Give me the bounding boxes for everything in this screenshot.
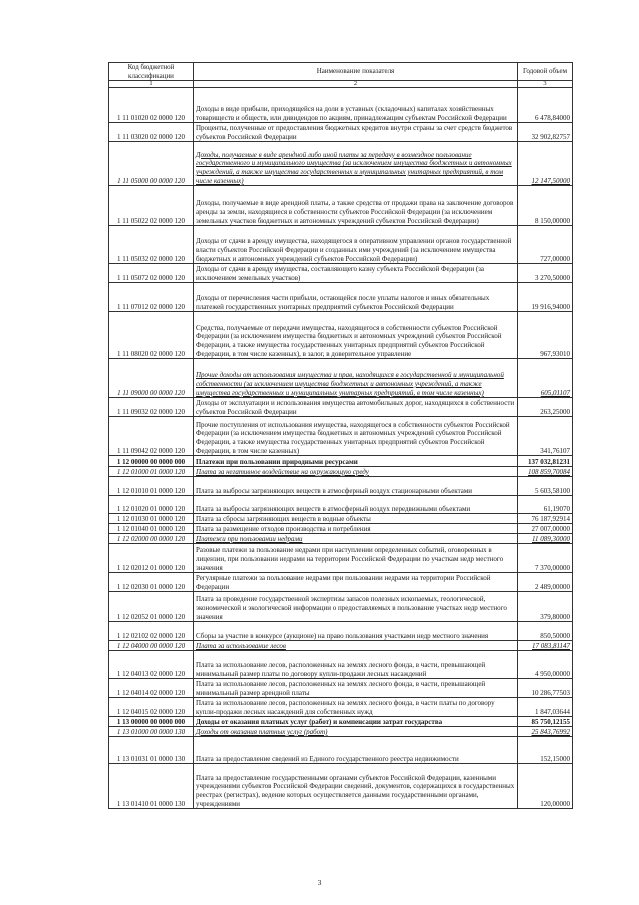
row-name: Плата за негативное воздействие на окружающую среду bbox=[194, 467, 518, 477]
table-row bbox=[109, 592, 573, 622]
row-code: 1 12 04000 00 0000 120 bbox=[109, 641, 194, 651]
row-name: Плата за использование лесов, расположенных на землях лесного фонда, в части, превышающей минимальный размер платы по договору купли-продажи лесных насаждений bbox=[194, 651, 518, 679]
row-value: 32 902,82757 bbox=[518, 123, 573, 142]
row-code: 1 11 05072 02 0000 120 bbox=[109, 264, 194, 283]
row-code: 1 12 01000 01 0000 120 bbox=[109, 467, 194, 477]
row-code: 1 12 01040 01 0000 120 bbox=[109, 524, 194, 534]
row-value: 1 847,03644 bbox=[518, 698, 573, 717]
table-row bbox=[109, 88, 573, 123]
row-value: 10 286,77503 bbox=[518, 679, 573, 698]
row-value: 12 147,50000 bbox=[518, 142, 573, 186]
table-row bbox=[109, 727, 573, 737]
column-number-1: 1 bbox=[109, 81, 194, 88]
row-name: Прочие поступления от использования имущества, находящегося в собственности субъектов Российской Федерации (за исключением имущества бюджетных и автономных учреждений субъектов Российской Федерации, а также имущества государственных унитарных предприятий субъектов Российской Федерации, в том числе казенных) bbox=[194, 417, 518, 456]
table-row bbox=[109, 679, 573, 698]
row-code: 1 12 04014 02 0000 120 bbox=[109, 679, 194, 698]
row-value: 19 916,94000 bbox=[518, 283, 573, 312]
row-value: 3 270,50000 bbox=[518, 264, 573, 283]
row-name: Регулярные платежи за пользование недрами при пользовании недрами на территории Российской Федерации bbox=[194, 573, 518, 592]
table-row bbox=[109, 264, 573, 283]
row-value: 120,00000 bbox=[518, 764, 573, 809]
row-value: 8 150,00000 bbox=[518, 186, 573, 226]
row-code: 1 12 02012 01 0000 120 bbox=[109, 544, 194, 573]
row-value: 850,50000 bbox=[518, 622, 573, 641]
table-row bbox=[109, 186, 573, 226]
row-value: 61,19070 bbox=[518, 496, 573, 514]
row-name: Доходы от сдачи в аренду имущества, составляющего казну субъекта Российской Федерации (за исключением земельных участков) bbox=[194, 264, 518, 283]
row-code: 1 13 01031 01 0000 130 bbox=[109, 737, 194, 764]
row-value: 5 603,58100 bbox=[518, 477, 573, 496]
row-value: 341,76107 bbox=[518, 417, 573, 456]
row-name: Плата за предоставление сведений из Единого государственного реестра недвижимости bbox=[194, 737, 518, 764]
row-name: Сборы за участие в конкурсе (аукционе) на право пользования участками недр местного значения bbox=[194, 622, 518, 641]
table-row bbox=[109, 524, 573, 534]
row-code: 1 11 01020 02 0000 120 bbox=[109, 88, 194, 123]
table-row bbox=[109, 312, 573, 359]
row-code: 1 12 01020 01 0000 120 bbox=[109, 496, 194, 514]
row-code: 1 12 01030 01 0000 120 bbox=[109, 514, 194, 524]
row-name: Плата за предоставление государственными органами субъектов Российской Федерации, казенными учреждениями субъектов Российской Федерации сведений, документов, содержащихся в государственных реестрах (регистрах), ведение которых осуществляется данными государственными органами, учреждениями bbox=[194, 764, 518, 809]
revenue-table bbox=[108, 62, 573, 809]
row-name: Средства, получаемые от передачи имущества, находящегося в собственности субъектов Российской Федерации (за исключением имущества бюджетных и автономных учреждений субъектов Российской Федерации, а также имущества государственных унитарных предприятий субъектов Российской Федерации, в том числе казенных), в залог, в доверительное управление bbox=[194, 312, 518, 359]
row-name: Прочие доходы от использования имущества и прав, находящихся в государственной и муниципальной собственности (за исключением имущества бюджетных и автономных учреждений, а также имущества государственных и муниципальных унитарных предприятий, в том числе казенных) bbox=[194, 359, 518, 398]
row-name: Доходы в виде прибыли, приходящейся на доли в уставных (складочных) капиталах хозяйственных товариществ и обществ, или дивидендов по акциям, принадлежащим субъектам Российской Федерации bbox=[194, 88, 518, 123]
row-value: 2 489,00000 bbox=[518, 573, 573, 592]
table-row bbox=[109, 467, 573, 477]
row-code: 1 11 03020 02 0000 120 bbox=[109, 123, 194, 142]
row-code: 1 12 02102 02 0000 120 bbox=[109, 622, 194, 641]
row-code: 1 12 02030 01 0000 120 bbox=[109, 573, 194, 592]
row-name: Проценты, полученные от предоставления бюджетных кредитов внутри страны за счет средств бюджетов субъектов Российской Федерации bbox=[194, 123, 518, 142]
row-name: Платежи при пользовании природными ресурсами bbox=[194, 456, 518, 467]
row-name: Разовые платежи за пользование недрами при наступлении определенных событий, оговоренных в лицензии, при пользовании недрами на территории Российской Федерации по участкам недр местного значения bbox=[194, 544, 518, 573]
table-row bbox=[109, 698, 573, 717]
row-name: Доходы от оказания платных услуг (работ) bbox=[194, 727, 518, 737]
table-row bbox=[109, 737, 573, 764]
header-value: Годовой объем bbox=[518, 63, 573, 81]
table-row bbox=[109, 123, 573, 142]
table-row bbox=[109, 283, 573, 312]
row-name: Доходы от сдачи в аренду имущества, находящегося в оперативном управлении органов государственной власти субъектов Российской Федерации и созданных ими учреждений (за исключением имущества бюджетных и автономных учреждений субъектов Российской Федерации) bbox=[194, 226, 518, 264]
row-name: Доходы от оказания платных услуг (работ) и компенсации затрат государства bbox=[194, 717, 518, 727]
row-code: 1 11 09042 02 0000 120 bbox=[109, 417, 194, 456]
table-row bbox=[109, 496, 573, 514]
row-code: 1 13 01000 00 0000 130 bbox=[109, 727, 194, 737]
row-code: 1 12 04013 02 0000 120 bbox=[109, 651, 194, 679]
row-name: Плата за выбросы загрязняющих веществ в атмосферный воздух стационарными объектами bbox=[194, 477, 518, 496]
row-value: 4 950,00000 bbox=[518, 651, 573, 679]
row-value: 76 187,92914 bbox=[518, 514, 573, 524]
row-value: 7 370,00000 bbox=[518, 544, 573, 573]
table-row bbox=[109, 717, 573, 727]
row-code: 1 13 00000 00 0000 000 bbox=[109, 717, 194, 727]
row-value: 263,25000 bbox=[518, 398, 573, 417]
row-name: Доходы от перечисления части прибыли, остающейся после уплаты налогов и иных обязательных платежей государственных унитарных предприятий субъектов Российской Федерации bbox=[194, 283, 518, 312]
table-row bbox=[109, 622, 573, 641]
row-name: Плата за использование лесов, расположенных на землях лесного фонда, в части, превышающей минимальный размер арендной платы bbox=[194, 679, 518, 698]
row-code: 1 12 01010 01 0000 120 bbox=[109, 477, 194, 496]
table-row bbox=[109, 226, 573, 264]
row-code: 1 13 01410 01 0000 130 bbox=[109, 764, 194, 809]
row-name: Плата за размещение отходов производства и потребления bbox=[194, 524, 518, 534]
row-value: 137 032,81231 bbox=[518, 456, 573, 467]
row-value: 108 859,70084 bbox=[518, 467, 573, 477]
table-row bbox=[109, 514, 573, 524]
table-row bbox=[109, 359, 573, 398]
row-value: 967,93010 bbox=[518, 312, 573, 359]
header-code: Код бюджетной классификации bbox=[109, 63, 194, 81]
table-row bbox=[109, 142, 573, 186]
row-code: 1 12 02000 00 0000 120 bbox=[109, 534, 194, 544]
row-name: Доходы, получаемые в виде арендной платы, а также средства от продажи права на заключение договоров аренды за земли, находящиеся в собственности субъектов Российской Федерации (за исключением земельных участков бюджетных и автономных учреждений субъектов Российской Федерации) bbox=[194, 186, 518, 226]
row-code: 1 12 02052 01 0000 120 bbox=[109, 592, 194, 622]
row-name: Плата за использование лесов bbox=[194, 641, 518, 651]
row-value: 6 478,84000 bbox=[518, 88, 573, 123]
table-row bbox=[109, 534, 573, 544]
table-row bbox=[109, 764, 573, 809]
table-row bbox=[109, 573, 573, 592]
table-row bbox=[109, 651, 573, 679]
row-name: Плата за выбросы загрязняющих веществ в атмосферный воздух передвижными объектами bbox=[194, 496, 518, 514]
row-code: 1 11 09000 00 0000 120 bbox=[109, 359, 194, 398]
row-name: Плата за проведение государственной экспертизы запасов полезных ископаемых, геологической, экономической и экологической информации о предоставляемых в пользование участках недр местного значения bbox=[194, 592, 518, 622]
row-value: 17 083,81147 bbox=[518, 641, 573, 651]
row-code: 1 11 07012 02 0000 120 bbox=[109, 283, 194, 312]
table-row bbox=[109, 417, 573, 456]
row-value: 25 843,76992 bbox=[518, 727, 573, 737]
table-row bbox=[109, 456, 573, 467]
row-value: 152,15000 bbox=[518, 737, 573, 764]
row-name: Плата за использование лесов, расположенных на землях лесного фонда, в части платы по договору купли-продажи лесных насаждений для собственных нужд bbox=[194, 698, 518, 717]
row-value: 605,01107 bbox=[518, 359, 573, 398]
table-row bbox=[109, 477, 573, 496]
row-name: Доходы, получаемые в виде арендной либо иной платы за передачу в возмездное пользование государственного и муниципального имущества (за исключением имущества бюджетных и автономных учреждений, а также имущества государственных и муниципальных унитарных предприятий, в том числе казенных) bbox=[194, 142, 518, 186]
header-name: Наименование показателя bbox=[194, 63, 518, 81]
row-code: 1 11 05000 00 0000 120 bbox=[109, 142, 194, 186]
row-value: 27 007,00000 bbox=[518, 524, 573, 534]
column-number-row bbox=[109, 81, 573, 88]
row-value: 11 089,30000 bbox=[518, 534, 573, 544]
row-code: 1 12 00000 00 0000 000 bbox=[109, 456, 194, 467]
row-value: 379,80000 bbox=[518, 592, 573, 622]
row-value: 85 750,12155 bbox=[518, 717, 573, 727]
row-name: Доходы от эксплуатации и использования имущества автомобильных дорог, находящихся в собственности субъектов Российской Федерации bbox=[194, 398, 518, 417]
table-row bbox=[109, 641, 573, 651]
row-code: 1 11 05022 02 0000 120 bbox=[109, 186, 194, 226]
row-code: 1 11 05032 02 0000 120 bbox=[109, 226, 194, 264]
row-code: 1 12 04015 02 0000 120 bbox=[109, 698, 194, 717]
table-row bbox=[109, 398, 573, 417]
page-number: 3 bbox=[317, 878, 322, 887]
row-code: 1 11 08020 02 0000 120 bbox=[109, 312, 194, 359]
row-code: 1 11 09032 02 0000 120 bbox=[109, 398, 194, 417]
table-header-row bbox=[109, 63, 573, 81]
row-name: Платежи при пользовании недрами bbox=[194, 534, 518, 544]
row-value: 727,00000 bbox=[518, 226, 573, 264]
table-body bbox=[109, 88, 573, 809]
row-name: Плата за сбросы загрязняющих веществ в водные объекты bbox=[194, 514, 518, 524]
table-row bbox=[109, 544, 573, 573]
column-number-2: 2 bbox=[194, 81, 518, 88]
column-number-3: 3 bbox=[518, 81, 573, 88]
